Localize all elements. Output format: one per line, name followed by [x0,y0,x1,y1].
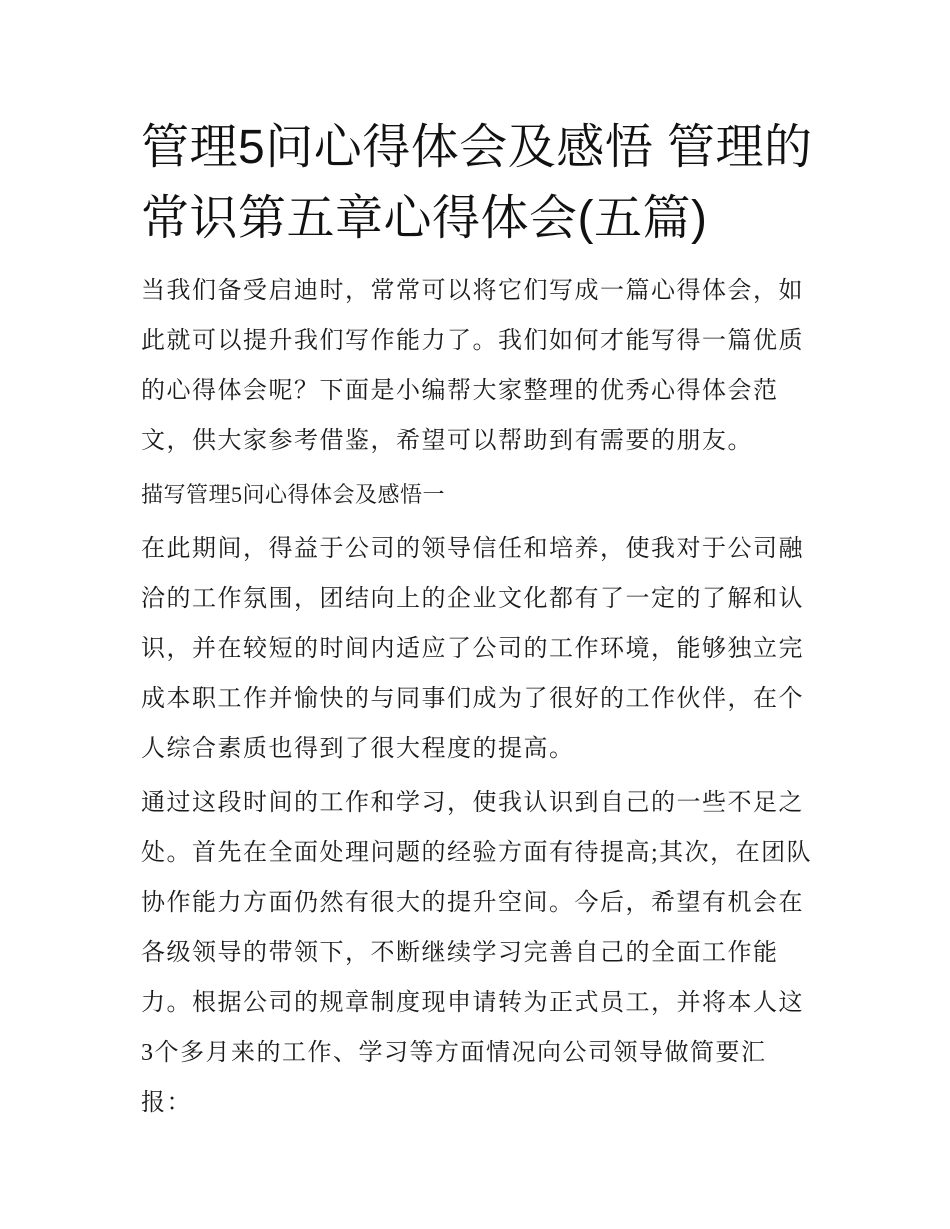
document-body [141,112,813,1132]
body-paragraph-1: 在此期间，得益于公司的领导信任和培养，使我对于公司融洽的工作氛围，团结向上的企业文化都有了一定的了解和认识，并在较短的时间内适应了公司的工作环境，能够独立完成本职工作并愉快的与同事们成为了很好的工作伙伴，在个人综合素质也得到了很大程度的提高。 [141,536,804,762]
intro-paragraph: 当我们备受启迪时，常常可以将它们写成一篇心得体会，如此就可以提升我们写作能力了。我们如何才能写得一篇优质的心得体会呢？下面是小编帮大家整理的优秀心得体会范文，供大家参考借鉴，希望可以帮助到有需要的朋友。 [141,278,804,454]
body-paragraph-2: 通过这段时间的工作和学习，使我认识到自己的一些不足之处。首先在全面处理问题的经验方面有待提高;其次，在团队协作能力方面仍然有很大的提升空间。今后，希望有机会在各级领导的带领下，不断继续学习完善自己的全面工作能力。根据公司的规章制度现申请转为正式员工，并将本人这3个多月来的工作、学习等方面情况向公司领导做简要汇报： [141,790,813,1116]
section-heading: 描写管理5问心得体会及感悟一 [141,482,446,507]
document-title: 管理5问心得体会及感悟 管理的常识第五章心得体会(五篇) [141,121,813,245]
